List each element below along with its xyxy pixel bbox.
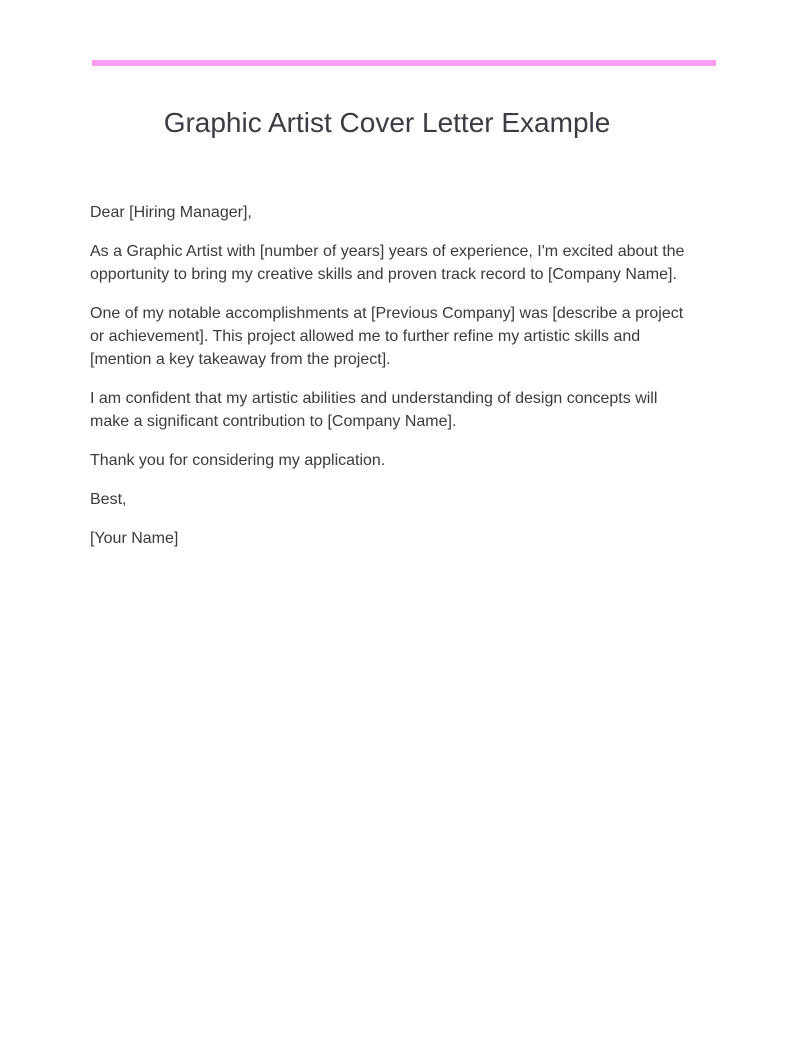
document-title: Graphic Artist Cover Letter Example xyxy=(163,107,611,138)
paragraph-thanks: Thank you for considering my application. xyxy=(90,452,386,469)
closing: Best, xyxy=(90,491,127,508)
paragraph-intro: As a Graphic Artist with [number of years] years of experience, I'm excited about the opportunity to bring my creative skills and proven track record to [Company Name]. xyxy=(90,243,685,283)
letter-body xyxy=(90,201,695,566)
signature: [Your Name] xyxy=(90,530,179,547)
paragraph-confidence: I am confident that my artistic abilities and understanding of design concepts will make a significant contribution to [Company Name]. xyxy=(90,390,658,430)
accent-bar xyxy=(92,60,716,66)
paragraph-accomplishment: One of my notable accomplishments at [Previous Company] was [describe a project or achievement]. This project allowed me to further refine my artistic skills and [mention a key takeaway from the project]. xyxy=(90,305,684,368)
salutation: Dear [Hiring Manager], xyxy=(90,204,252,221)
